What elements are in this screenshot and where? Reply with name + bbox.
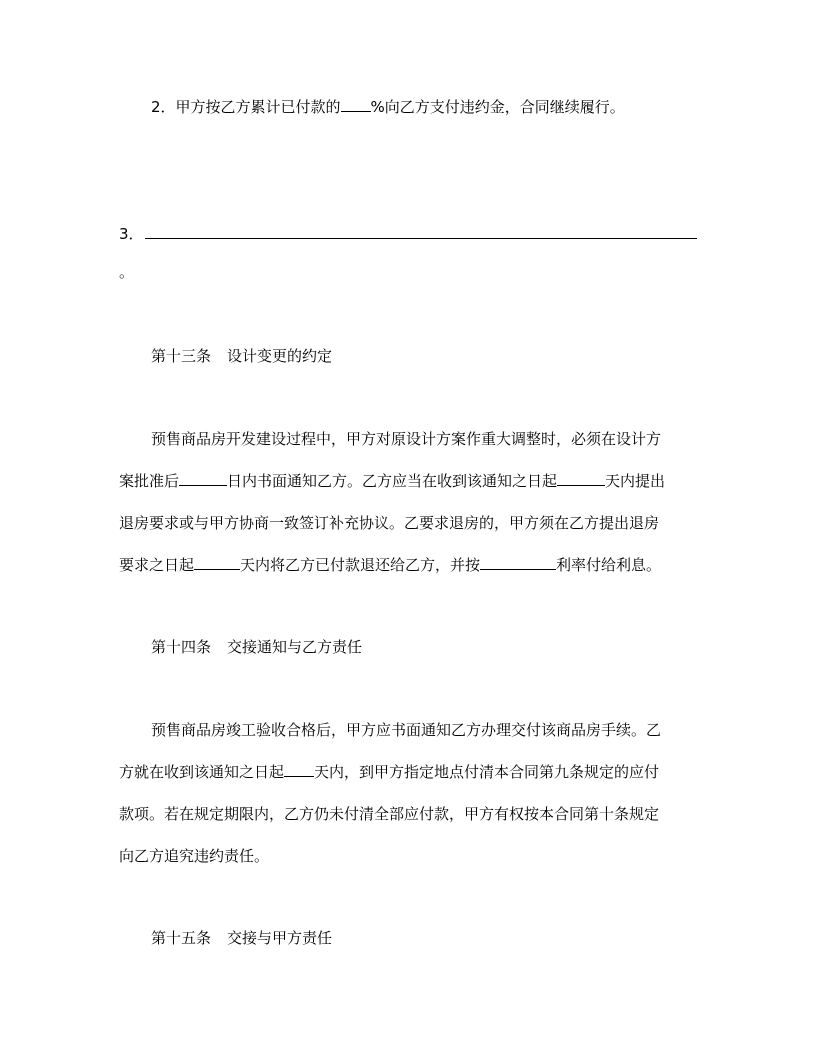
item2-text-b: %向乙方支付违约金，合同继续履行。 [370, 98, 625, 116]
paragraph-text: 预售商品房开发建设过程中，甲方对原设计方案作重大调整时，必须在设计方 [151, 430, 662, 448]
blank-field[interactable] [341, 97, 371, 112]
clause-13-line-4 [119, 555, 699, 575]
item2-text-a: 2．甲方按乙方累计已付款的 [151, 98, 341, 116]
paragraph-text: 利率付给利息。 [556, 556, 662, 574]
clause-12-item-3 [119, 224, 699, 244]
item3-end: 。 [119, 263, 135, 281]
paragraph-text: 日内书面通知乙方。乙方应当在收到该通知之日起 [227, 472, 558, 490]
paragraph-text: 天内，到甲方指定地点付清本合同第九条规定的应付 [314, 763, 660, 781]
blank-field[interactable] [179, 471, 227, 486]
paragraph-text: 退房要求或与甲方协商一致签订补充协议。乙要求退房的，甲方须在乙方提出退房 [119, 514, 660, 532]
clause-14-line-3 [119, 804, 699, 824]
paragraph-text: 案批准后 [119, 472, 180, 490]
clause-14-line-1 [151, 720, 699, 740]
blank-field[interactable] [480, 555, 556, 570]
clause-13-line-3 [119, 513, 699, 533]
clause-number: 第十五条 [151, 929, 212, 947]
item3-label: 3． [119, 225, 144, 243]
clause-13-line-1 [151, 429, 699, 449]
clause-number: 第十三条 [151, 347, 212, 365]
clause-13-line-2 [119, 471, 699, 491]
clause-title: 交接通知与乙方责任 [227, 638, 363, 656]
paragraph-text: 方就在收到该通知之日起 [119, 763, 285, 781]
clause-15-heading [151, 928, 332, 948]
blank-field[interactable] [284, 762, 314, 777]
clause-12-item-2 [151, 97, 699, 117]
blank-field[interactable] [194, 555, 240, 570]
clause-14-line-2 [119, 762, 699, 782]
clause-13-heading [151, 346, 332, 366]
clause-number: 第十四条 [151, 638, 212, 656]
paragraph-text: 预售商品房竣工验收合格后，甲方应书面通知乙方办理交付该商品房手续。乙 [151, 721, 662, 739]
blank-field-long[interactable] [145, 238, 697, 239]
paragraph-text: 向乙方追究违约责任。 [119, 847, 270, 865]
clause-14-line-4 [119, 846, 699, 866]
paragraph-text: 天内提出 [605, 472, 666, 490]
clause-title: 交接与甲方责任 [227, 929, 333, 947]
paragraph-text: 款项。若在规定期限内，乙方仍未付清全部应付款，甲方有权按本合同第十条规定 [119, 805, 660, 823]
clause-14-heading [151, 637, 362, 657]
clause-12-item-3-end [119, 262, 699, 282]
paragraph-text: 天内将乙方已付款退还给乙方，并按 [240, 556, 481, 574]
blank-field[interactable] [557, 471, 605, 486]
paragraph-text: 要求之日起 [119, 556, 195, 574]
clause-title: 设计变更的约定 [227, 347, 333, 365]
